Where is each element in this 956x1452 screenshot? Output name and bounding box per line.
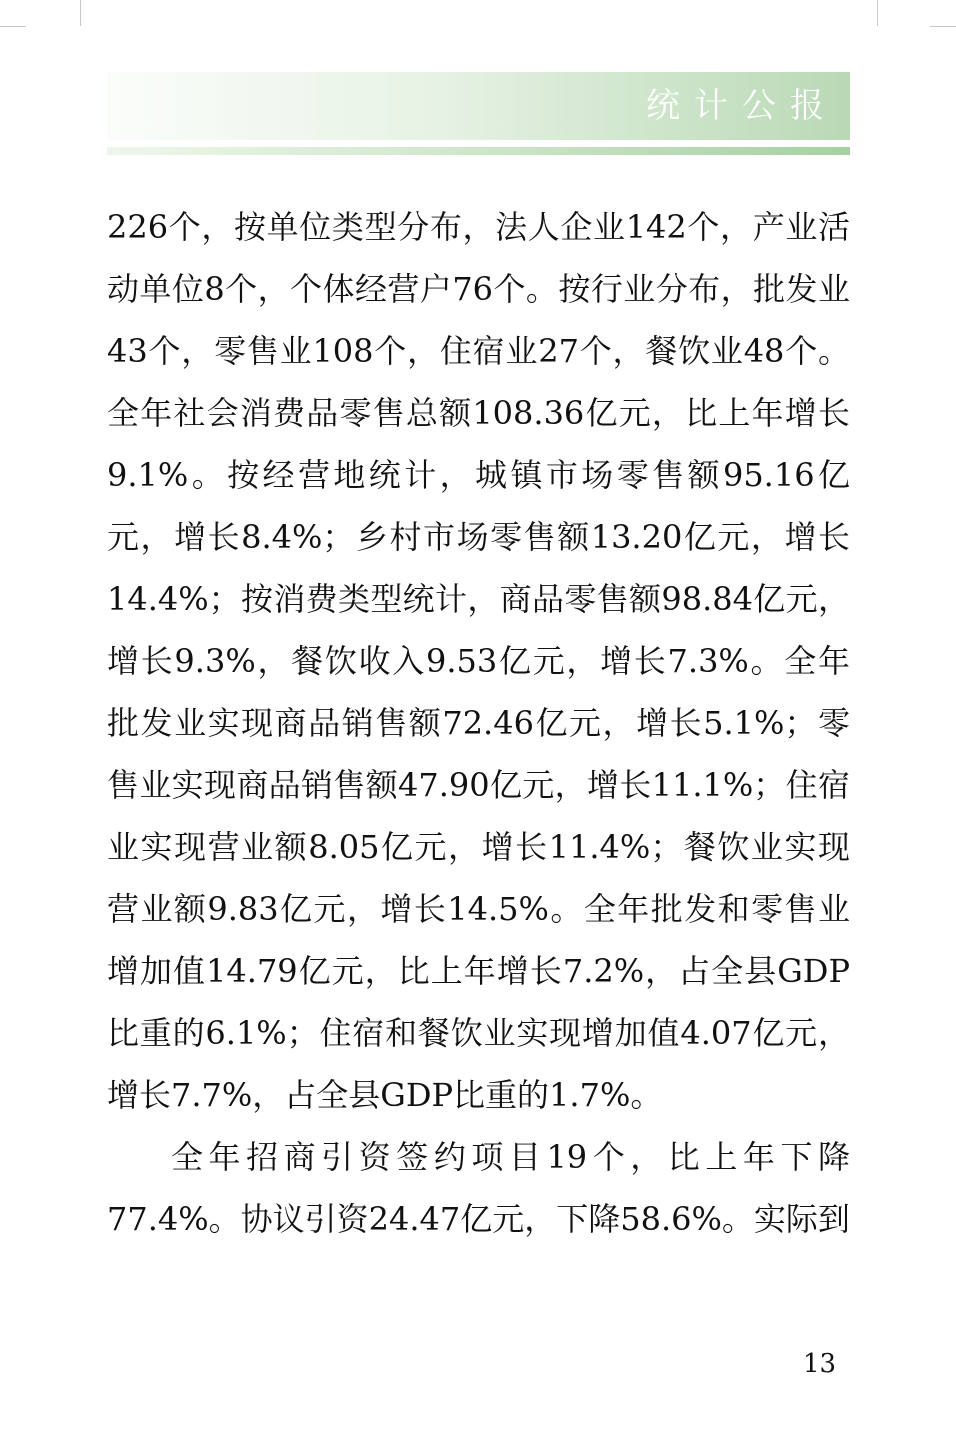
crop-mark-left-top <box>0 26 26 27</box>
paragraph-2: 全年招商引资签约项目19个，比上年下降77.4%。协议引资24.47亿元，下降58.6%。实际到 <box>107 1138 850 1238</box>
crop-mark-top-left <box>80 0 81 26</box>
crop-mark-right-top <box>930 26 956 27</box>
crop-mark-top-right <box>877 0 878 26</box>
page-number: 13 <box>803 1349 837 1379</box>
article-body <box>107 196 850 1250</box>
section-title: 统计公报 <box>646 86 838 126</box>
section-header-band <box>107 72 850 140</box>
paragraph-1: 226个，按单位类型分布，法人企业142个，产业活动单位8个，个体经营户76个。按行业分布，批发业43个，零售业108个，住宿业27个，餐饮业48个。全年社会消费品零售总额108.36亿元，比上年增长9.1%。按经营地统计，城镇市场零售额95.16亿元，增长8.4%；乡村市场零售额13.20亿元，增长14.4%；按消费类型统计，商品零售额98.84亿元，增长9.3%，餐饮收入9.53亿元，增长7.3%。全年批发业实现商品销售额72.46亿元，增长5.1%；零售业实现商品销售额47.90亿元，增长11.1%；住宿业实现营业额8.05亿元，增长11.4%；餐饮业实现营业额9.83亿元，增长14.5%。全年批发和零售业增加值14.79亿元，比上年增长7.2%，占全县GDP比重的6.1%；住宿和餐饮业实现增加值4.07亿元，增长7.7%，占全县GDP比重的1.7%。 <box>107 208 850 1114</box>
header-rule <box>107 147 850 155</box>
